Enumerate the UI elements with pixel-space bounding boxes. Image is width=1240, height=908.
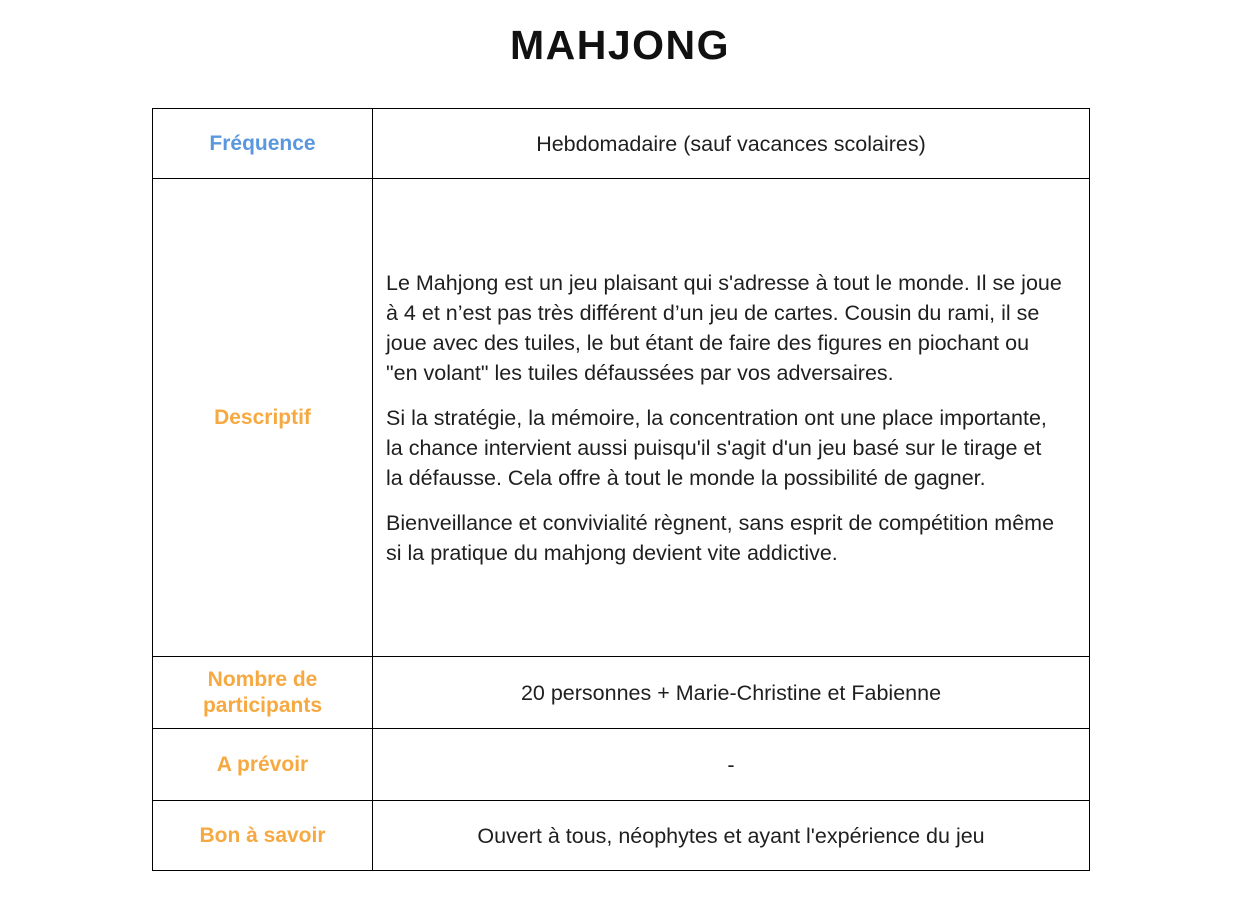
page-title: MAHJONG (509, 22, 731, 68)
table-row-participants (153, 657, 1090, 729)
descriptif-paragraph-1: Le Mahjong est un jeu plaisant qui s'adresse à tout le monde. Il se joue à 4 et n’est pas très différent d’un jeu de cartes. Cousin du rami, il se joue avec des tuiles, le but étant de faire des figures en piochant ou "en volant" les tuiles défaussées par vos adversaires. (386, 270, 1062, 385)
row-label-participants: Nombre de participants (153, 657, 373, 729)
row-value-prevoir: - (373, 729, 1090, 801)
activity-info-table (152, 108, 1090, 871)
table-row-frequence (153, 109, 1090, 179)
row-value-descriptif (373, 179, 1090, 657)
row-label-descriptif: Descriptif (153, 179, 373, 657)
row-label-bonasavoir: Bon à savoir (153, 801, 373, 871)
table-row-prevoir (153, 729, 1090, 801)
row-value-frequence: Hebdomadaire (sauf vacances scolaires) (373, 109, 1090, 179)
table-row-bonasavoir (153, 801, 1090, 871)
descriptif-paragraph-2: Si la stratégie, la mémoire, la concentration ont une place importante, la chance intervient aussi puisqu'il s'agit d'un jeu basé sur le tirage et la défausse. Cela offre à tout le monde la possibilité de gagner. (386, 405, 1047, 490)
row-label-frequence: Fréquence (153, 109, 373, 179)
row-value-participants: 20 personnes + Marie-Christine et Fabienne (373, 657, 1090, 729)
descriptif-paragraph-3: Bienveillance et convivialité règnent, sans esprit de compétition même si la pratique du mahjong devient vite addictive. (386, 510, 1055, 565)
row-value-bonasavoir: Ouvert à tous, néophytes et ayant l'expérience du jeu (373, 801, 1090, 871)
row-label-prevoir: A prévoir (153, 729, 373, 801)
table-row-descriptif (153, 179, 1090, 657)
